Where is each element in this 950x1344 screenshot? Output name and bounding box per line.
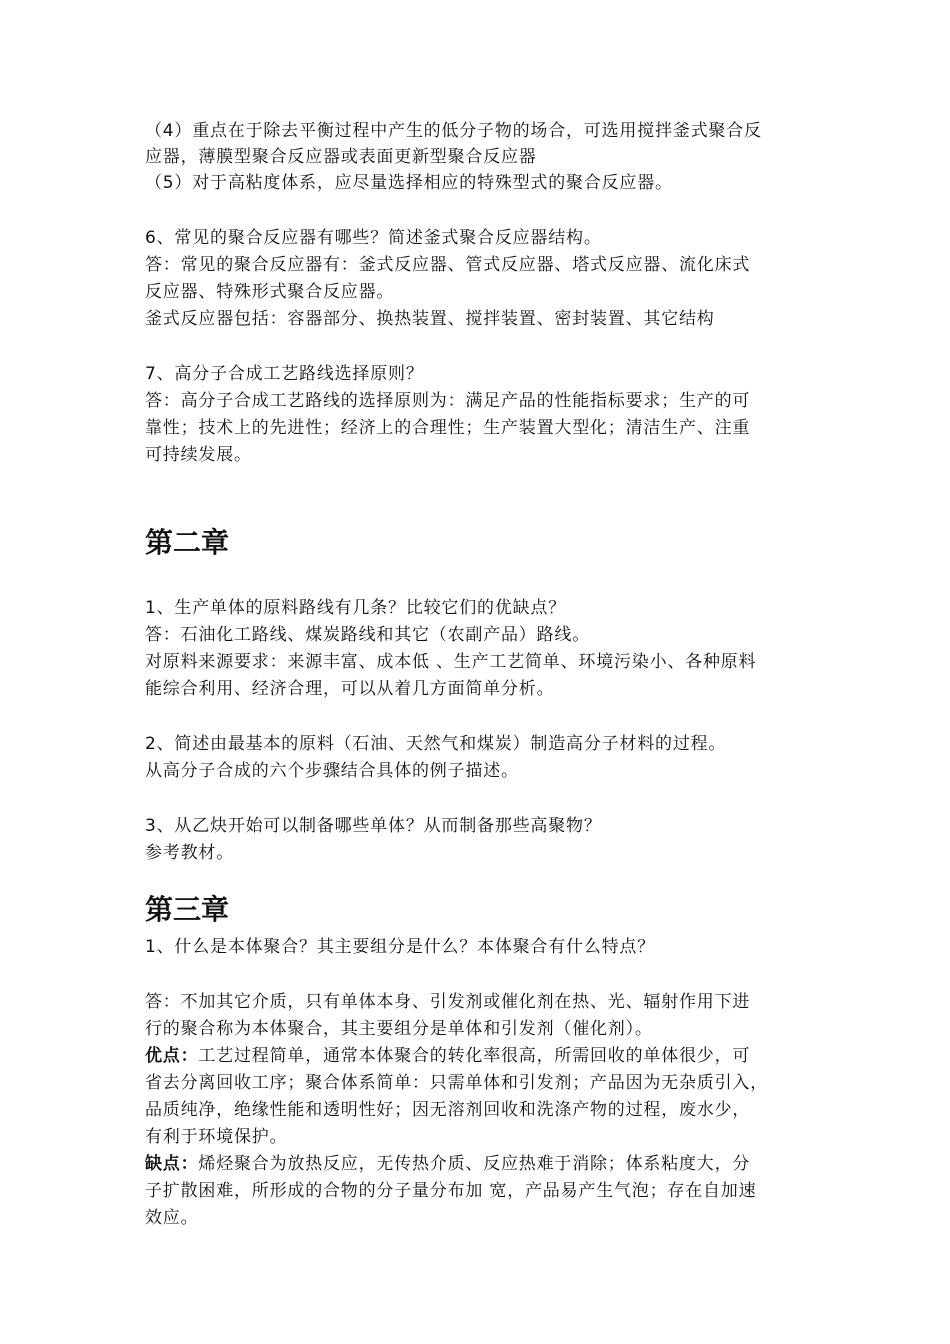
ch3-disadvantages-line-1: [145, 1151, 750, 1177]
intro-line-1: （4）重点在于除去平衡过程中产生的低分子物的场合，可选用搅拌釜式聚合反: [145, 121, 762, 141]
advantages-label: 优点：: [145, 1046, 199, 1066]
chapter2-title: 第二章: [145, 526, 230, 559]
q7-answer-line-2: 靠性；技术上的先进性；经济上的合理性；生产装置大型化；清洁生产、注重: [145, 418, 751, 438]
advantages-text-1: 工艺过程简单，通常本体聚合的转化率很高，所需回收的单体很少，可: [198, 1046, 751, 1066]
ch2-q1-answer-line-3: 能综合利用、经济合理，可以从着几方面简单分析。: [145, 679, 555, 699]
ch3-advantages-line-4: 有利于环境保护。: [145, 1127, 288, 1147]
ch3-disadvantages-line-3: 效应。: [145, 1208, 199, 1228]
ch2-q2-question: 2、简述由最基本的原料（石油、天然气和煤炭）制造高分子材料的过程。: [145, 734, 727, 754]
q6-answer-line-3: 釜式反应器包括：容器部分、换热装置、搅拌装置、密封装置、其它结构: [145, 309, 715, 329]
q6-answer-line-2: 反应器、特殊形式聚合反应器。: [145, 282, 395, 302]
q7-answer-line-3: 可持续发展。: [145, 445, 252, 465]
ch2-q1-answer-line-1: 答：石油化工路线、煤炭路线和其它（农副产品）路线。: [145, 625, 590, 645]
ch2-q2-answer-line-1: 从高分子合成的六个步骤结合具体的例子描述。: [145, 761, 519, 781]
ch3-advantages-line-1: [145, 1043, 750, 1069]
ch3-q1-answer-line-1: 答：不加其它介质，只有单体本身、引发剂或催化剂在热、光、辐射作用下进: [145, 992, 751, 1012]
ch3-advantages-line-2: 省去分离回收工序；聚合体系简单：只需单体和引发剂；产品因为无杂质引入，: [145, 1073, 768, 1093]
disadvantages-text-1: 烯烃聚合为放热反应，无传热介质、反应热难于消除；体系粘度大，分: [198, 1154, 751, 1174]
q7-question: 7、高分子合成工艺路线选择原则？: [145, 364, 424, 384]
ch2-q1-question: 1、生产单体的原料路线有几条？比较它们的优缺点？: [145, 598, 567, 618]
ch2-q3-question: 3、从乙炔开始可以制备哪些单体？从而制备那些高聚物？: [145, 816, 602, 836]
ch3-q1-answer-line-2: 行的聚合称为本体聚合，其主要组分是单体和引发剂（催化剂）。: [145, 1019, 653, 1039]
q7-answer-line-1: 答：高分子合成工艺路线的选择原则为：满足产品的性能指标要求；生产的可: [145, 391, 751, 411]
q6-answer-line-1: 答：常见的聚合反应器有：釜式反应器、管式反应器、塔式反应器、流化床式: [145, 255, 751, 275]
intro-line-2: 应器，薄膜型聚合反应器或表面更新型聚合反应器: [145, 147, 537, 167]
ch3-disadvantages-line-2: 子扩散困难，所形成的合物的分子量分布加 宽，产品易产生气泡；存在自加速: [145, 1181, 757, 1201]
ch2-q1-answer-line-2: 对原料来源要求：来源丰富、成本低 、生产工艺简单、环境污染小、各种原料: [145, 652, 757, 672]
q6-question: 6、常见的聚合反应器有哪些？简述釜式聚合反应器结构。: [145, 228, 602, 248]
ch3-q1-question: 1、什么是本体聚合？其主要组分是什么？本体聚合有什么特点？: [145, 937, 656, 957]
ch2-q3-answer-line-1: 参考教材。: [145, 843, 234, 863]
chapter3-title: 第三章: [145, 893, 230, 926]
disadvantages-label: 缺点：: [145, 1154, 199, 1174]
ch3-advantages-line-3: 品质纯净，绝缘性能和透明性好；因无溶剂回收和洗涤产物的过程，废水少，: [145, 1100, 751, 1120]
intro-line-3: （5）对于高粘度体系，应尽量选择相应的特殊型式的聚合反应器。: [145, 173, 673, 193]
